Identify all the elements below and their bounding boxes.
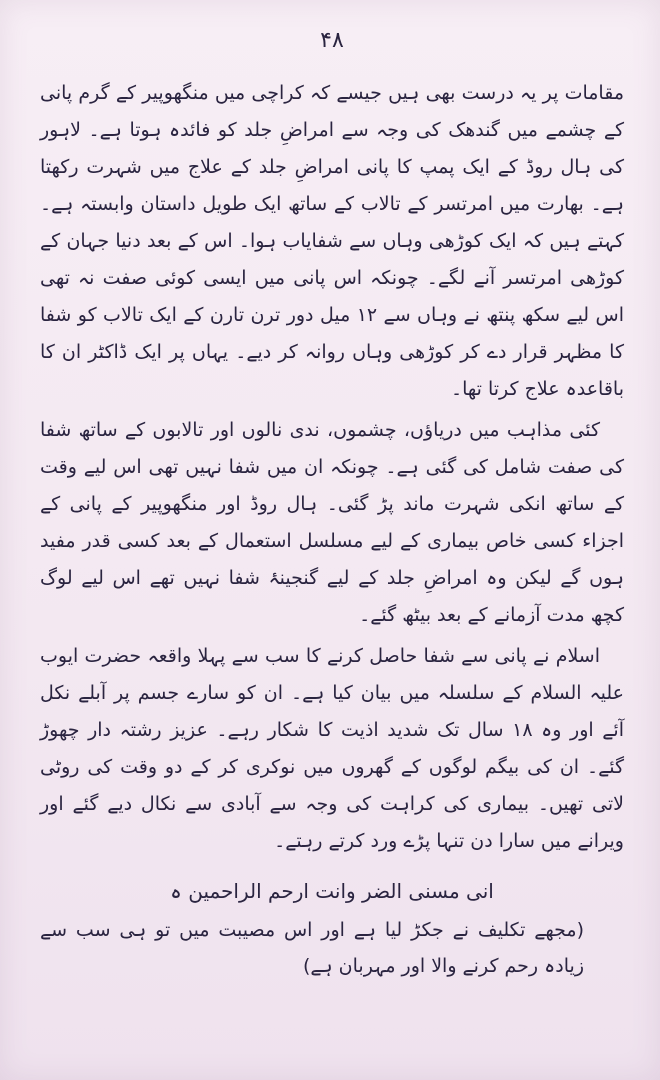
quranic-verse: انی مسنی الضر وانت ارحم الراحمین ہ [170, 879, 494, 903]
paragraph-1: مقامات پر یہ درست بھی ہیں جیسے کہ کراچی میں منگھوپیر کے گرم پانی کے چشمے میں گندھک کی وجہ سے امراضِ جلد کو فائدہ ہوتا ہے۔ لاہور کی ہال روڈ کے ایک پمپ کا پانی امراضِ جلد کے علاج میں شہرت رکھتا ہے۔ بھارت میں امرتسر کے تالاب کے ساتھ ایک طویل داستان وابستہ ہے۔ کہتے ہیں کہ ایک کوڑھی وہاں سے شفایاب ہوا۔ اس کے بعد دنیا جہان کے کوڑھی امرتسر آنے لگے۔ چونکہ اس پانی میں ایسی کوئی صفت نہ تھی اس لیے سکھ پنتھ نے وہاں سے ۱۲ میل دور ترن تارن کے ایک تالاب کو شفا کا مظہر قرار دے کر کوڑھی وہاں روانہ کر دیے۔ یہاں پر ایک ڈاکٹر ان کا باقاعدہ علاج کرتا تھا۔ [40, 82, 624, 400]
verse-translation: (مجھے تکلیف نے جکڑ لیا ہے اور اس مصیبت میں تو ہی سب سے زیادہ رحم کرنے والا اور مہربان ہے) [40, 919, 584, 977]
paragraph-3: اسلام نے پانی سے شفا حاصل کرنے کا سب سے پہلا واقعہ حضرت ایوب علیہ السلام کے سلسلہ میں بیان کیا ہے۔ ان کو سارے جسم پر آبلے نکل آئے اور وہ ۱۸ سال تک شدید اذیت کا شکار رہے۔ عزیز رشتہ دار چھوڑ گئے۔ ان کی بیگم لوگوں کے گھروں میں نوکری کر کے دو وقت کی روٹی لاتی تھیں۔ بیماری کی کراہت کی وجہ سے آبادی سے نکال دیے گئے اور ویرانے میں سارا دن تنہا پڑے ورد کرتے رہتے۔ [40, 645, 624, 852]
paragraph-2: کئی مذاہب میں دریاؤں، چشموں، ندی نالوں اور تالابوں کے ساتھ شفا کی صفت شامل کی گئی ہے۔ چونکہ ان میں شفا نہیں تھی اس لیے وقت کے ساتھ انکی شہرت ماند پڑ گئی۔ ہال روڈ اور منگھوپیر کے پانی کے اجزاء کسی خاص بیماری کے لیے مسلسل استعمال کے بعد کسی قدر مفید ہوں گے لیکن وہ امراضِ جلد کے لیے گنجینۂ شفا نہیں تھے اس لیے لوگ کچھ مدت آزمانے کے بعد بیٹھ گئے۔ [40, 419, 624, 626]
page-number: ۴۸ [320, 28, 344, 53]
page-content [40, 75, 624, 984]
